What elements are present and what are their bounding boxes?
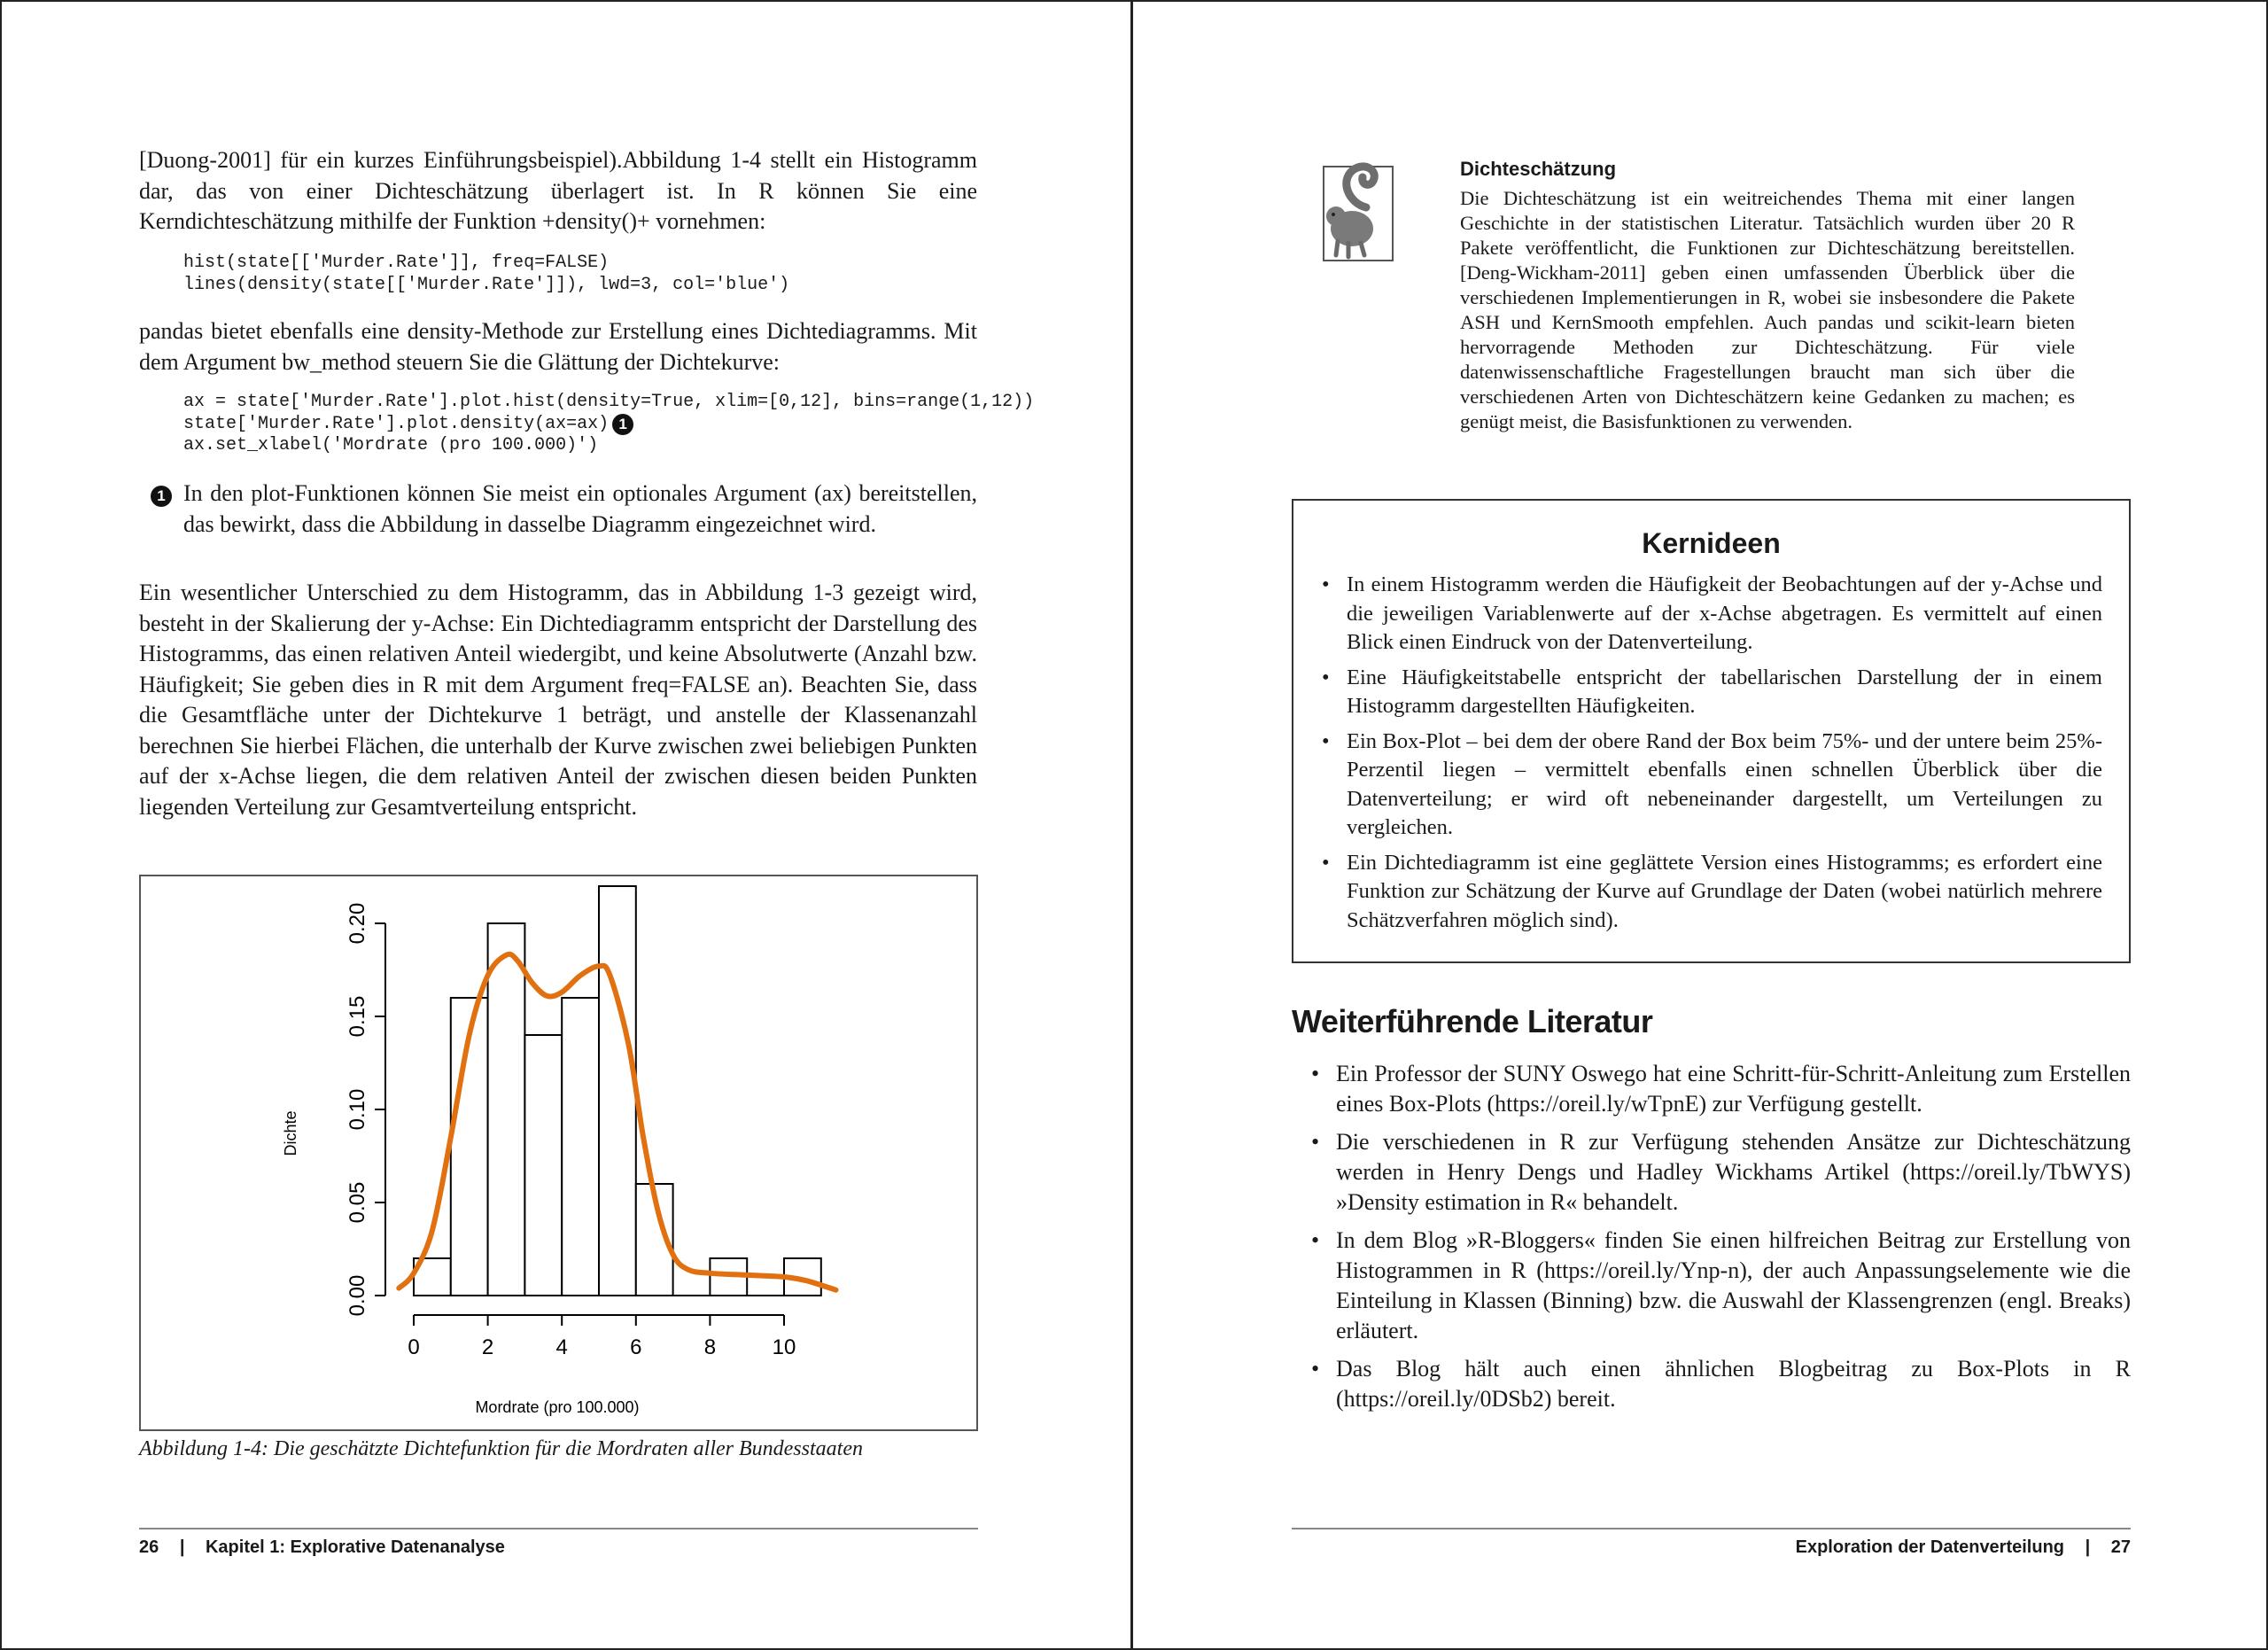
y-tick-label: 0.10: [346, 1088, 369, 1131]
page-number: 27: [2110, 1537, 2131, 1557]
further-reading-item: • Die verschiedenen in R zur Verfügung stehenden Ansätze zur Dichteschätzung werden in Henry Dengs und Hadley Wickhams Artikel (https://oreil.ly/TbWYS) »Density estimation in R« behandelt.: [1309, 1127, 2131, 1218]
footer-left: [139, 1537, 505, 1558]
footer-right: [1796, 1537, 2131, 1558]
left-page: [0, 0, 1133, 1650]
histogram-bar: [599, 886, 636, 1296]
x-tick-label: 10: [772, 1335, 796, 1359]
key-ideas-list: [1320, 571, 2102, 935]
histogram-bar: [488, 923, 525, 1296]
x-tick-label: 8: [703, 1335, 717, 1359]
key-ideas-title: Kernideen: [1642, 527, 1781, 559]
y-tick-label: 0.15: [346, 995, 369, 1038]
footer-rule: [1292, 1528, 2131, 1529]
code-block-python: [183, 392, 1034, 457]
paragraph-pandas: pandas bietet ebenfalls eine density-Methode zur Erstellung eines Dichtediagramms. Mit dem Argument bw_method steuern Sie die Glättung der Dichtekurve:: [139, 318, 977, 375]
density-histogram-chart: [141, 876, 976, 1429]
further-reading-list: [1309, 1059, 2131, 1414]
code-line-1: ax = state['Murder.Rate'].plot.hist(density=True, xlim=[0,12], bins=range(1,12)): [183, 392, 1035, 412]
footer-separator: |: [179, 1537, 185, 1557]
histogram-bars: [414, 886, 821, 1296]
code-block-r: hist(state[['Murder.Rate']], freq=FALSE) lines(density(state[['Murder.Rate']]), lwd=3, col='blue'): [183, 253, 790, 295]
key-idea-item: • Eine Häufigkeitstabelle entspricht der tabellarischen Darstellung der in einem Histogramm dargestellten Häufigkeiten.: [1320, 664, 2102, 721]
further-reading-item: • Ein Professor der SUNY Oswego hat eine Schritt-für-Schritt-Anleitung zum Erstellen eines Box-Plots (https://oreil.ly/wTpnE) zur Verfügung gestellt.: [1309, 1059, 2131, 1119]
further-reading-item: • In dem Blog »R-Bloggers« finden Sie einen hilfreichen Beitrag zur Erstellung von Histogrammen in R (https://oreil.ly/Ynp-n), der auch Anpassungselemente wie die Einteilung in Klassen (Binning) bzw. die Auswahl der Klassengrenzen (engl. Breaks) erläutert.: [1309, 1226, 2131, 1346]
footer-rule: [139, 1528, 978, 1529]
paragraph-density-explanation: Ein wesentlicher Unterschied zu dem Histogramm, das in Abbildung 1-3 gezeigt wird, besteht in der Skalierung der y-Achse: Ein Dichtediagramm entspricht der Darstellung des Histogramms, das einen relativen Anteil wiedergibt, und keine Absolutwerte (Anzahl bzw. Häufigkeit; Sie geben dies in R mit dem Argument freq=FALSE an). Beachten Sie, dass die Gesamtfläche unter der Dichtekurve 1 beträgt, und anstelle der Klassenanzahl berechnen Sie hierbei Flächen, die unterhalb der Kurve zwischen zwei beliebigen Punkten auf der x-Achse liegen, die dem relativen Anteil der zwischen diesen beiden Punkten liegenden Verteilung zur Gesamtverteilung entspricht.: [139, 580, 977, 820]
code-line-3: ax.set_xlabel('Mordrate (pro 100.000)'): [183, 435, 599, 455]
paragraph-intro: [Duong-2001] für ein kurzes Einführungsbeispiel).Abbildung 1-4 stellt ein Histogramm dar, das von einer Dichteschätzung überlagert ist. In R können Sie eine Kerndichteschätzung mithilfe der Funktion +density()+ vornehmen:: [139, 147, 977, 234]
figure-frame: [139, 875, 978, 1431]
y-tick-label: 0.05: [346, 1181, 369, 1224]
callout-marker: 1: [612, 414, 633, 435]
x-tick-label: 4: [555, 1335, 568, 1359]
y-tick-label: 0.00: [346, 1274, 369, 1317]
key-idea-item: • Ein Box-Plot – bei dem der obere Rand der Box beim 75%- und der untere beim 25%-Perzentil liegen – vermittelt ebenfalls einen schnellen Überblick über die Datenverteilung; er wird oft nebeneinander dargestellt, um Verteilungen zu vergleichen.: [1320, 728, 2102, 843]
histogram-bar: [562, 998, 599, 1296]
further-reading-item: • Das Blog hält auch einen ähnlichen Blogbeitrag zu Box-Plots in R (https://oreil.ly/0DSb2) bereit.: [1309, 1354, 2131, 1414]
right-page: [1133, 0, 2268, 1650]
footer-separator: |: [2085, 1537, 2091, 1557]
further-reading-heading: Weiterführende Literatur: [1292, 1003, 1653, 1039]
callout-marker-note: 1: [151, 486, 172, 507]
y-tick-label: 0.20: [346, 902, 369, 945]
x-tick-label: 6: [630, 1335, 642, 1359]
page-number: 26: [139, 1537, 159, 1557]
figure-caption: Abbildung 1-4: Die geschätzte Dichtefunktion für die Mordraten aller Bundesstaaten: [139, 1437, 863, 1460]
ringtail-animal-icon: [1322, 154, 1394, 262]
note-title: Dichteschätzung: [1460, 158, 1617, 180]
histogram-bar: [524, 1035, 562, 1296]
note-text: Die Dichteschätzung ist ein weitreichendes Thema mit einer langen Geschichte in der statistischen Literatur. Tatsächlich wurden über 20 R Pakete veröffentlicht, die Funktionen zur Dichteschätzung bereitstellen. [Deng-Wickham-2011] geben einen umfassenden Überblick über die verschiedenen Implementierungen in R, wobei sie insbesondere die Pakete ASH und KernSmooth empfehlen. Auch pandas und scikit-learn bieten hervorragende Methoden zur Dichteschätzung. Für viele datenwissenschaftliche Fragestellungen braucht man sich über die verschiedenen Arten von Dichteschätzern keine Gedanken zu machen; es genügt meist, die Basisfunktionen zu verwenden.: [1460, 187, 2075, 432]
callout-note: In den plot-Funktionen können Sie meist ein optionales Argument (ax) bereitstellen, das bewirkt, dass die Abbildung in dasselbe Diagramm eingezeichnet wird.: [183, 480, 977, 537]
x-tick-label: 2: [481, 1335, 494, 1359]
x-tick-label: 0: [408, 1335, 420, 1359]
key-ideas-box: [1292, 499, 2131, 963]
code-line-2-row: [183, 414, 1034, 436]
code-line-2: state['Murder.Rate'].plot.density(ax=ax): [183, 413, 610, 434]
key-idea-item: • Ein Dichtediagramm ist eine geglättete Version eines Histogramms; es erfordert eine Funktion zur Schätzung der Kurve auf Grundlage der Daten (wobei natürlich mehrere Schätzverfahren möglich sind).: [1320, 849, 2102, 936]
section-title: Exploration der Datenverteilung: [1795, 1537, 2065, 1557]
chapter-title: Kapitel 1: Explorative Datenanalyse: [205, 1537, 505, 1557]
x-axis-label: Mordrate (pro 100.000): [475, 1398, 640, 1416]
y-axis-label: Dichte: [282, 1110, 299, 1156]
key-idea-item: • In einem Histogramm werden die Häufigkeit der Beobachtungen auf der y-Achse und die jeweiligen Variablenwerte auf der x-Achse abgetragen. Es vermittelt auf einen Blick einen Eindruck von der Datenverteilung.: [1320, 571, 2102, 658]
